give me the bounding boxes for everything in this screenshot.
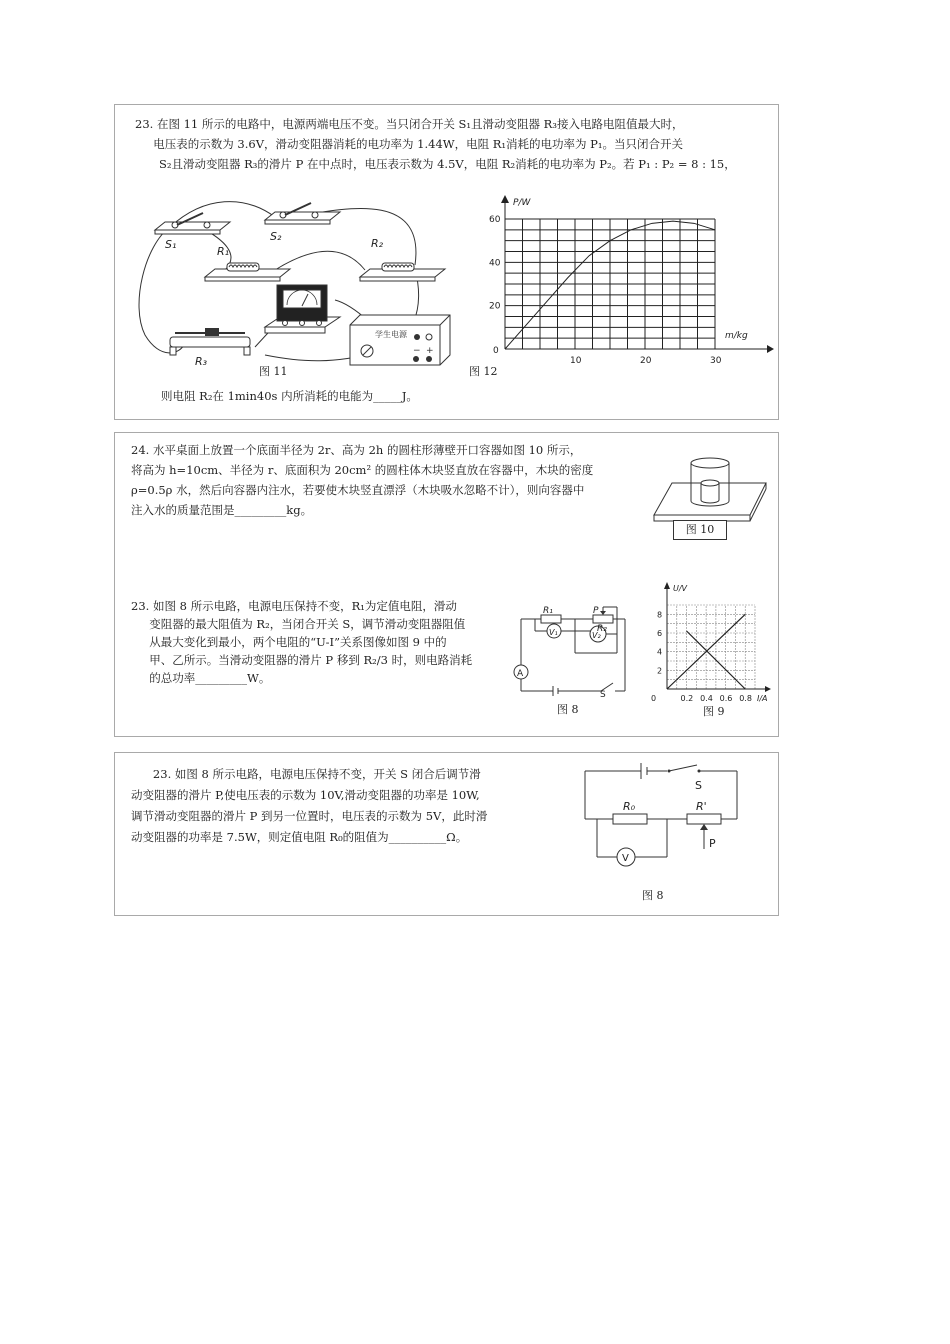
r1-label: R₁ (217, 245, 230, 258)
x-axis-label: I/A (757, 694, 768, 703)
q23b-line-3: 从最大变化到最小，两个电阻的“U-I”关系图像如图 9 中的 (131, 635, 447, 649)
q23c-line-3: 调节滑动变阻器的滑片 P 到另一位置时，电压表的示数为 5V，此时滑 (131, 809, 488, 823)
origin-label: 0 (493, 346, 499, 356)
q23a-line-1: 23. 在图 11 所示的电路中，电源两端电压不变。当只闭合开关 S₁且滑动变阻器 R₃接入电路电阻值最大时， (135, 117, 684, 131)
question-24-box (114, 432, 779, 737)
s-label-fig8b: S (695, 779, 702, 792)
q23c-line-2: 动变阻器的滑片 P,使电压表的示数为 10V,滑动变阻器的功率是 10W, (131, 788, 480, 802)
q23c-line-1: 23. 如图 8 所示电路，电源电压保持不变，开关 S 闭合后调节滑 (131, 767, 481, 781)
figure-8-circuit-b (581, 759, 741, 884)
figure-8-caption-a: 图 8 (557, 703, 579, 716)
p-label-fig8b: P (709, 837, 716, 850)
v2-label: V₂ (592, 631, 601, 640)
x-tick-label: 0.8 (739, 694, 752, 703)
q24-line-3: ρ=0.5ρ 水，然后向容器内注水，若要使木块竖直漂浮（木块吸水忽略不计），则向容器中 (131, 483, 585, 497)
x-tick-label: 30 (710, 356, 722, 366)
x-tick-label: 0.6 (719, 694, 733, 703)
svg-text:+: + (426, 346, 434, 356)
v1-label: V₁ (549, 628, 558, 637)
y-tick-label: 8 (657, 610, 663, 620)
r2-label-fig8a: R₂ (597, 624, 607, 634)
y-axis-arrow (664, 582, 670, 589)
q23b-line-4: 甲、乙所示。当滑动变阻器的滑片 P 移到 R₂/3 时，则电路消耗 (131, 653, 473, 667)
x-tick-label: 0.4 (700, 694, 713, 703)
p-label-fig8a: P (593, 606, 599, 616)
figure-11-caption: 图 11 (259, 365, 288, 378)
y-axis-arrow (501, 195, 509, 203)
figure-10-container (650, 443, 770, 528)
y-tick-label: 4 (657, 647, 663, 657)
y-tick-label: 20 (489, 301, 501, 312)
y-axis-label: P/W (513, 198, 531, 208)
y-tick-label: 6 (657, 629, 663, 638)
x-axis-arrow (765, 686, 771, 692)
q24-line-4: 注入水的质量范围是_________kg。 (131, 503, 313, 517)
r3-label: R₃ (195, 355, 208, 368)
y-tick-label: 60 (489, 215, 501, 225)
figure-12-chart (475, 191, 775, 381)
voltmeter-label-b: V (622, 853, 629, 864)
q23b-line-5: 的总功率_________W。 (131, 671, 271, 685)
q23a-line-3: S₂且滑动变阻器 R₃的滑片 P 在中点时，电压表示数为 4.5V，电阻 R₂消耗的电功率为 P₂。若 P₁ : P₂ = 8 : 15， (159, 157, 736, 171)
figure-9-caption: 图 9 (703, 705, 725, 718)
y-tick-label: 40 (489, 258, 501, 269)
y-axis-label: U/V (673, 584, 688, 593)
x-axis-label: m/kg (725, 331, 748, 341)
origin-label: 0 (651, 694, 657, 703)
r-label-fig8b: R' (696, 800, 707, 813)
ammeter-label: A (517, 669, 524, 679)
figure-11-circuit (125, 185, 465, 385)
s1-label: S₁ (165, 238, 177, 251)
svg-text:−: − (413, 346, 421, 356)
figure-8-caption-b: 图 8 (642, 889, 664, 902)
figure-10-caption: 图 10 (673, 520, 727, 540)
s-label-fig8a: S (600, 690, 606, 697)
figure-12-caption: 图 12 (469, 365, 498, 378)
r2-label: R₂ (371, 237, 384, 250)
q23a-line-2: 电压表的示数为 3.6V，滑动变阻器消耗的电功率为 1.44W，电阻 R₁消耗的电功率为 P₁。当只闭合开关 (135, 137, 684, 151)
x-tick-label: 10 (570, 356, 582, 366)
q24-line-2: 将高为 h=10cm、半径为 r、底面积为 20cm² 的圆柱体木块竖直放在容器中，木块的密度 (131, 463, 594, 477)
power-supply-label: 学生电源 (375, 330, 407, 339)
q23a-last-line: 则电阻 R₂在 1min40s 内所消耗的电能为_____J。 (161, 389, 418, 403)
q23c-line-4: 动变阻器的功率是 7.5W，则定值电阻 R₀的阻值为__________Ω。 (131, 830, 468, 844)
question-23-box-c (114, 752, 779, 916)
q23b-line-2: 变阻器的最大阻值为 R₂，当闭合开关 S，调节滑动变阻器阻值 (131, 617, 466, 631)
figure-9-chart (645, 579, 775, 704)
x-axis-arrow (767, 345, 774, 353)
y-tick-label: 2 (657, 666, 663, 676)
x-tick-label: 20 (640, 356, 652, 366)
q23b-line-1: 23. 如图 8 所示电路，电源电压保持不变，R₁为定值电阻，滑动 (131, 599, 457, 613)
q24-line-1: 24. 水平桌面上放置一个底面半径为 2r、高为 2h 的圆柱形薄壁开口容器如图 10 所示， (131, 443, 582, 457)
r0-label-fig8b: R₀ (623, 800, 636, 813)
figure-8-circuit-a (513, 605, 638, 697)
question-23-box-a (114, 104, 779, 420)
r1-label-fig8a: R₁ (543, 606, 553, 616)
s2-label: S₂ (270, 230, 282, 243)
x-tick-label: 0.2 (680, 694, 694, 703)
